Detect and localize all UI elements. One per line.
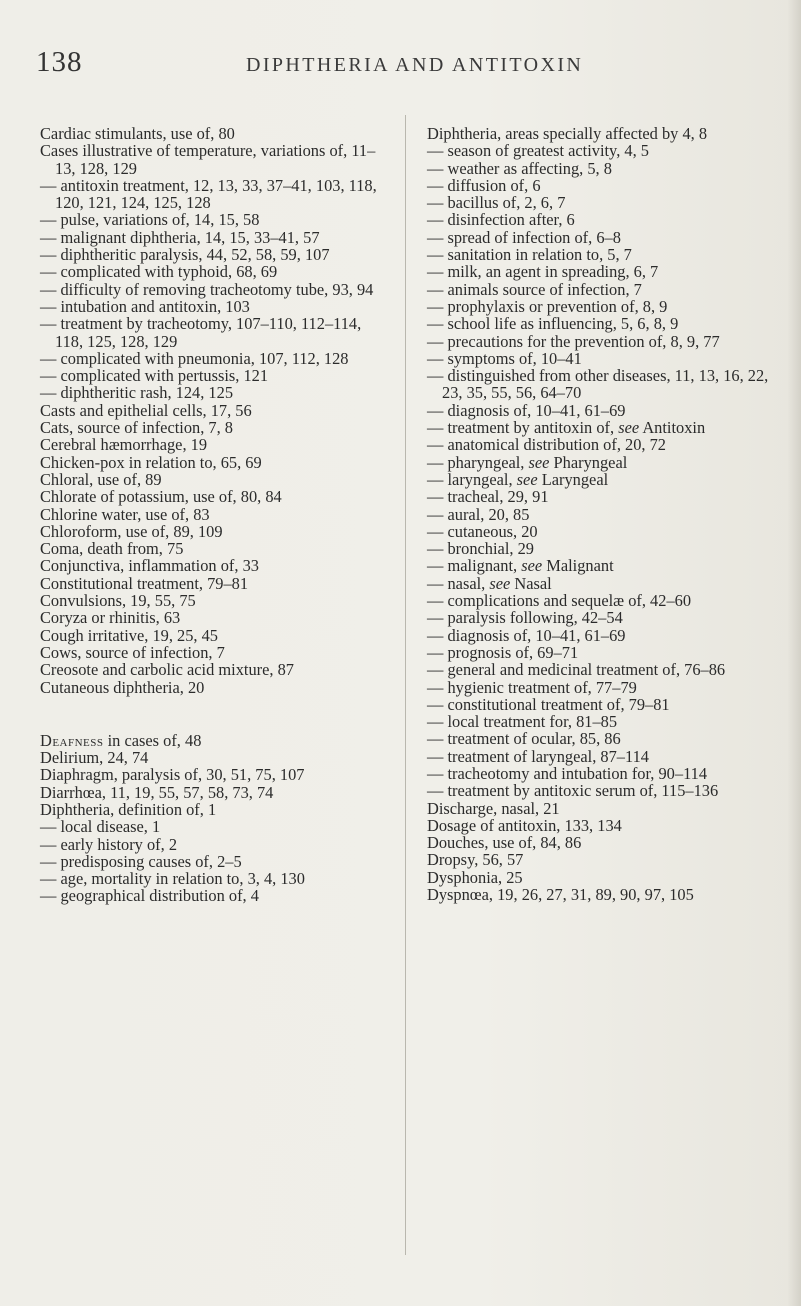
index-entry: — diagnosis of, 10–41, 61–69 [427, 400, 626, 420]
index-entry: Creosote and carbolic acid mixture, 87 [40, 660, 294, 680]
see-reference-word: see [521, 556, 543, 576]
page-edge-shadow [787, 0, 801, 1306]
index-entry: — school life as influencing, 5, 6, 8, 9 [427, 314, 679, 334]
index-entry: Diarrhœa, 11, 19, 55, 57, 58, 73, 74 [40, 782, 274, 802]
index-entry: Casts and epithelial cells, 17, 56 [40, 400, 252, 420]
index-entry: — cutaneous, 20 [427, 521, 538, 541]
index-entry: Discharge, nasal, 21 [427, 798, 560, 818]
index-entry: — prognosis of, 69–71 [427, 642, 579, 662]
index-entry: — antitoxin treatment, 12, 13, 33, 37–41, 103, 118, 120, 121, 124, 125, 128 [40, 175, 377, 213]
index-entry: Dosage of antitoxin, 133, 134 [427, 815, 622, 835]
see-reference-word: see [516, 469, 538, 489]
index-entry: Cough irritative, 19, 25, 45 [40, 625, 218, 645]
index-entry: — disinfection after, 6 [427, 210, 575, 230]
index-entry: — bacillus of, 2, 6, 7 [427, 193, 566, 213]
index-entry: — sanitation in relation to, 5, 7 [427, 245, 632, 265]
index-entry: — pharyngeal, see Pharyngeal [427, 452, 628, 472]
index-entry: — nasal, see Nasal [427, 573, 552, 593]
index-entry: — complications and sequelæ of, 42–60 [427, 591, 692, 611]
index-entry: Dyspnœa, 19, 26, 27, 31, 89, 90, 97, 105 [427, 885, 694, 905]
index-entry: — anatomical distribution of, 20, 72 [427, 435, 666, 455]
index-entry: — treatment of laryngeal, 87–114 [427, 746, 649, 766]
index-entry: — diphtheritic rash, 124, 125 [40, 383, 234, 403]
index-entry: — hygienic treatment of, 77–79 [427, 677, 637, 697]
index-entry: Chicken-pox in relation to, 65, 69 [40, 452, 262, 472]
index-entry: — precautions for the prevention of, 8, 9, 77 [427, 331, 720, 351]
index-entry: Chlorate of potassium, use of, 80, 84 [40, 487, 282, 507]
index-entry: — treatment by antitoxic serum of, 115–136 [427, 781, 719, 801]
index-entry: — spread of infection of, 6–8 [427, 227, 621, 247]
index-entry: — symptoms of, 10–41 [427, 348, 582, 368]
index-entry: — tracheotomy and intubation for, 90–114 [427, 763, 708, 783]
index-entry: — local treatment for, 81–85 [427, 712, 618, 732]
index-entry: — constitutional treatment of, 79–81 [427, 694, 670, 714]
index-entry: Delirium, 24, 74 [40, 748, 149, 768]
section-lead-word: Deafness [40, 730, 104, 750]
index-entry: — early history of, 2 [40, 834, 178, 854]
index-entry: Cases illustrative of temperature, variations of, 11–13, 128, 129 [40, 141, 376, 178]
index-entry: Coma, death from, 75 [40, 539, 184, 559]
index-entry: — animals source of infection, 7 [427, 279, 642, 299]
index-column-right [427, 125, 772, 903]
index-entry: Chloral, use of, 89 [40, 469, 162, 489]
index-entry: Dropsy, 56, 57 [427, 850, 524, 870]
index-entry: — milk, an agent in spreading, 6, 7 [427, 262, 659, 282]
see-reference-word: see [489, 573, 511, 593]
index-entry: — complicated with typhoid, 68, 69 [40, 262, 278, 282]
index-entry: — laryngeal, see Laryngeal [427, 469, 609, 489]
index-entry: — prophylaxis or prevention of, 8, 9 [427, 296, 668, 316]
index-entry: — distinguished from other diseases, 11, 13, 16, 22, 23, 35, 55, 56, 64–70 [427, 366, 769, 403]
index-entry: — predisposing causes of, 2–5 [40, 851, 242, 871]
running-head: DIPHTHERIA AND ANTITOXIN [246, 54, 584, 76]
index-entry: — season of greatest activity, 4, 5 [427, 141, 649, 161]
index-entry: — weather as affecting, 5, 8 [427, 158, 612, 178]
index-entry: — treatment of ocular, 85, 86 [427, 729, 621, 749]
index-entry: — diffusion of, 6 [427, 175, 541, 195]
index-entry: — diphtheritic paralysis, 44, 52, 58, 59, 107 [40, 245, 330, 265]
index-entry: — malignant diphtheria, 14, 15, 33–41, 57 [40, 227, 320, 247]
index-entry: — paralysis following, 42–54 [427, 608, 623, 628]
index-entry: Dysphonia, 25 [427, 867, 523, 887]
see-reference-word: see [618, 418, 640, 438]
index-entry: — difficulty of removing tracheotomy tube, 93, 94 [40, 279, 374, 299]
index-entry: — treatment by tracheotomy, 107–110, 112–114, 118, 125, 128, 129 [40, 314, 362, 351]
index-entry: — pulse, variations of, 14, 15, 58 [40, 210, 260, 230]
index-entry: — bronchial, 29 [427, 539, 534, 559]
index-entry: Constitutional treatment, 79–81 [40, 573, 249, 593]
index-entry: — malignant, see Malignant [427, 556, 614, 576]
index-entry: Conjunctiva, inflammation of, 33 [40, 556, 259, 576]
index-entry: — aural, 20, 85 [427, 504, 530, 524]
index-entry: — intubation and antitoxin, 103 [40, 296, 250, 316]
page-number: 138 [36, 46, 83, 78]
index-entry: Chlorine water, use of, 83 [40, 504, 210, 524]
see-reference-word: see [528, 452, 550, 472]
index-entry: Cows, source of infection, 7 [40, 642, 225, 662]
index-entry: — treatment by antitoxin of, see Antitoxin [427, 418, 706, 438]
index-entry: — age, mortality in relation to, 3, 4, 130 [40, 869, 305, 889]
index-entry: Chloroform, use of, 89, 109 [40, 521, 223, 541]
index-entry: Cerebral hæmorrhage, 19 [40, 435, 208, 455]
index-column-left [40, 125, 382, 905]
index-entry: — complicated with pneumonia, 107, 112, 128 [40, 348, 349, 368]
index-entry: — general and medicinal treatment of, 76–86 [427, 660, 726, 680]
index-entry: Coryza or rhinitis, 63 [40, 608, 181, 628]
index-entry: Cats, source of infection, 7, 8 [40, 418, 233, 438]
index-entry: — geographical distribution of, 4 [40, 886, 259, 906]
index-entry: Cutaneous diphtheria, 20 [40, 677, 205, 697]
index-entry: — complicated with pertussis, 121 [40, 366, 269, 386]
index-entry: Diphtheria, areas specially affected by 4, 8 [427, 124, 708, 143]
section-gap [40, 696, 382, 732]
index-entry: Douches, use of, 84, 86 [427, 833, 582, 853]
index-entry: Diphtheria, definition of, 1 [40, 799, 217, 819]
column-divider [405, 115, 406, 1255]
index-entry: — tracheal, 29, 91 [427, 487, 549, 507]
index-entry: — diagnosis of, 10–41, 61–69 [427, 625, 626, 645]
index-entry: — local disease, 1 [40, 817, 161, 837]
index-entry: Diaphragm, paralysis of, 30, 51, 75, 107 [40, 765, 305, 785]
index-entry: Convulsions, 19, 55, 75 [40, 591, 196, 611]
index-entry: Cardiac stimulants, use of, 80 [40, 124, 235, 143]
index-entry-section-start: Deafness in cases of, 48 [40, 730, 202, 750]
